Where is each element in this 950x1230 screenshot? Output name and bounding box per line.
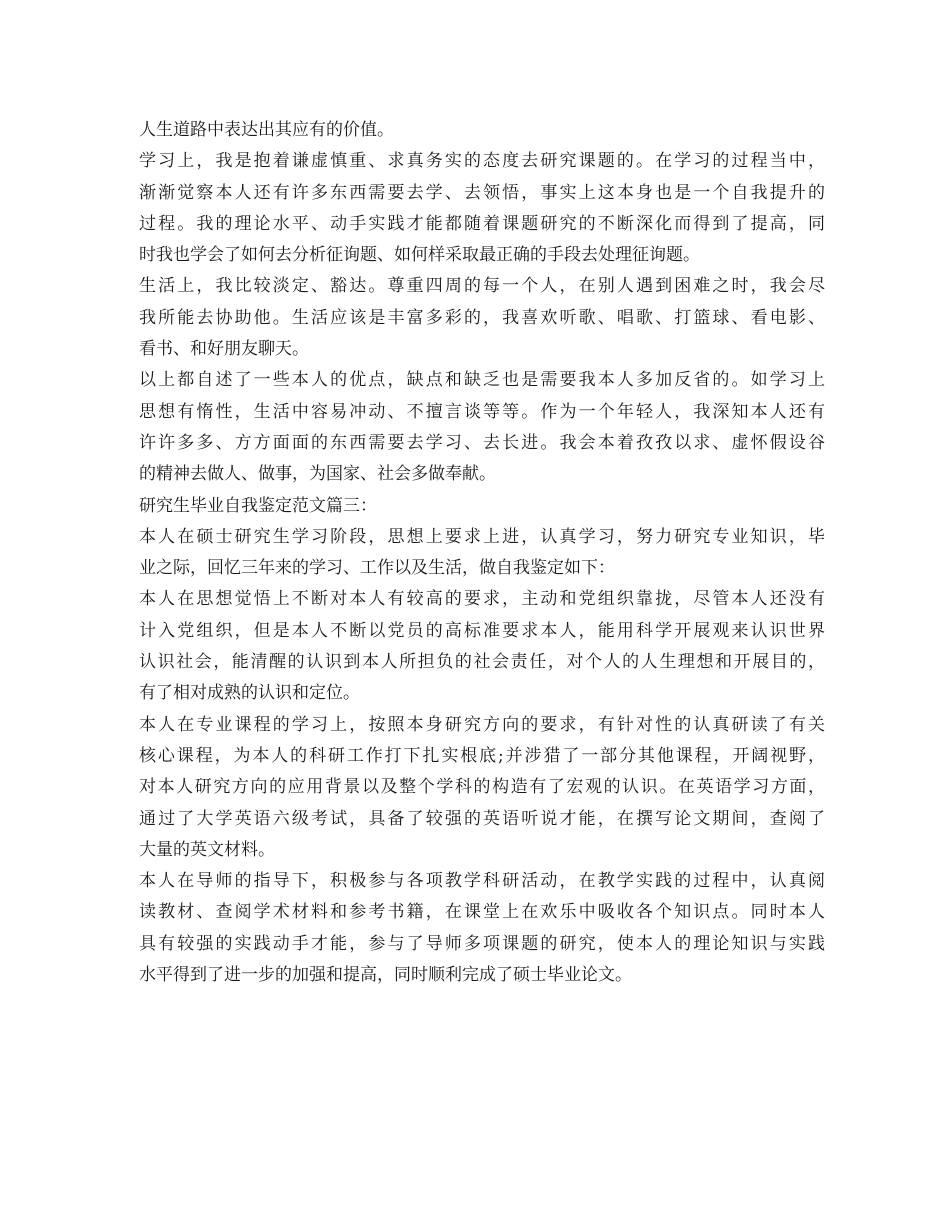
text-line: 研究生毕业自我鉴定范文篇三：: [139, 495, 377, 516]
text-line: 生活上，我比较淡定、豁达。尊重四周的每一个人，在别人遇到困难之时，我会尽: [139, 276, 825, 297]
text-line: 许许多多、方方面面的东西需要去学习、去长进。我会本着孜孜以求、虚怀假设谷: [139, 432, 825, 453]
text-line: 时我也学会了如何去分析征询题、如何样采取最正确的手段去处理征询题。: [139, 245, 700, 266]
text-line: 人生道路中表达出其应有的价值。: [139, 120, 394, 140]
text-line: 我所能去协助他。生活应该是丰富多彩的，我喜欢听歌、唱歌、打篮球、看电影、: [139, 307, 825, 328]
text-line: 有了相对成熟的认识和定位。: [139, 683, 360, 704]
text-line: 大量的英文材料。: [139, 839, 275, 860]
text-line: 以上都自述了一些本人的优点，缺点和缺乏也是需要我本人多加反省的。如学习上: [139, 370, 825, 391]
text-line: 通过了大学英语六级考试，具备了较强的英语听说才能，在撰写论文期间，查阅了: [139, 808, 825, 829]
text-line: 读教材、查阅学术材料和参考书籍，在课堂上在欢乐中吸收各个知识点。同时本人: [139, 902, 825, 923]
document-body: [139, 115, 825, 991]
text-line: 渐渐觉察本人还有许多东西需要去学、去领悟，事实上这本身也是一个自我提升的: [139, 182, 825, 203]
text-line: 过程。我的理论水平、动手实践才能都随着课题研究的不断深化而得到了提高，同: [139, 213, 825, 234]
text-line: 看书、和好朋友聊天。: [139, 339, 309, 360]
text-line: 业之际，回忆三年来的学习、工作以及生活，做自我鉴定如下：: [139, 558, 615, 579]
text-line: 本人在思想觉悟上不断对本人有较高的要求，主动和党组织靠拢，尽管本人还没有: [139, 589, 825, 610]
text-line: 水平得到了进一步的加强和提高，同时顺利完成了硕士毕业论文。: [139, 965, 632, 986]
text-line: 本人在专业课程的学习上，按照本身研究方向的要求，有针对性的认真研读了有关: [139, 714, 825, 735]
text-line: 计入党组织，但是本人不断以党员的高标准要求本人，能用科学开展观来认识世界: [139, 620, 825, 641]
text-line: 学习上，我是抱着谦虚慎重、求真务实的态度去研究课题的。在学习的过程当中，: [139, 151, 825, 172]
text-line: 本人在硕士研究生学习阶段，思想上要求上进，认真学习，努力研究专业知识，毕: [139, 526, 825, 547]
text-line: 认识社会，能清醒的认识到本人所担负的社会责任，对个人的人生理想和开展目的，: [139, 652, 825, 673]
text-line: 本人在导师的指导下，积极参与各项教学科研活动，在教学实践的过程中，认真阅: [139, 871, 825, 892]
text-line: 的精神去做人、做事，为国家、社会多做奉献。: [139, 464, 496, 485]
text-line: 思想有惰性，生活中容易冲动、不擅言谈等等。作为一个年轻人，我深知本人还有: [139, 401, 825, 422]
text-line: 对本人研究方向的应用背景以及整个学科的构造有了宏观的认识。在英语学习方面，: [139, 777, 825, 798]
text-line: 具有较强的实践动手才能，参与了导师多项课题的研究，使本人的理论知识与实践: [139, 933, 825, 954]
text-line: 核心课程，为本人的科研工作打下扎实根底;并涉猎了一部分其他课程，开阔视野，: [139, 745, 825, 766]
